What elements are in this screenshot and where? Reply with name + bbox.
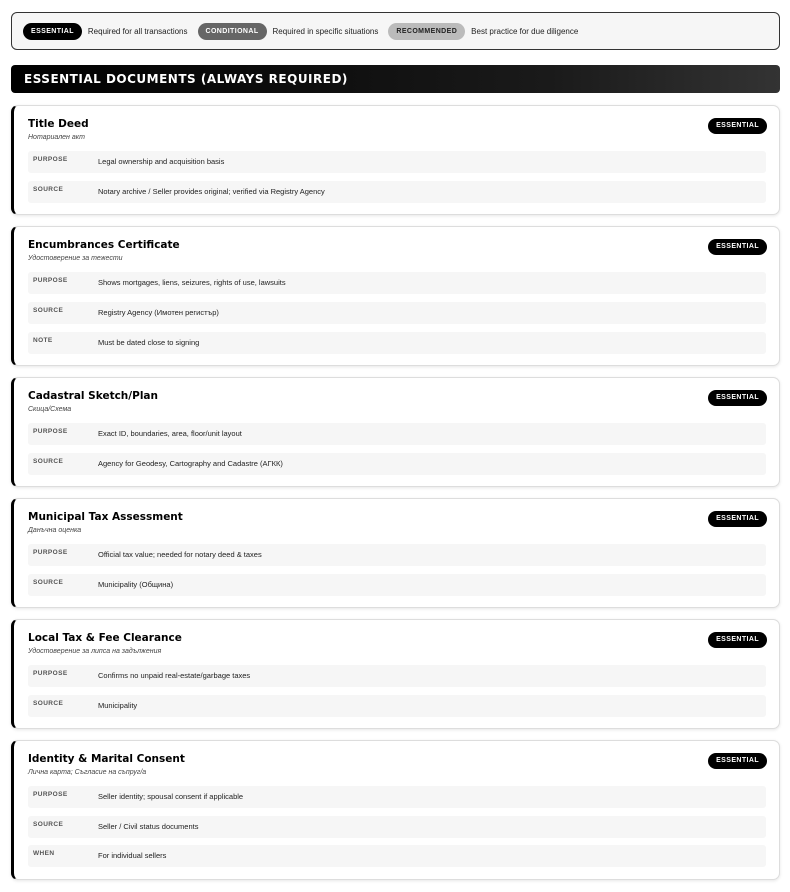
detail-label: NOTE: [33, 337, 53, 344]
legend-item-recommended: [388, 23, 578, 40]
detail-label: PURPOSE: [33, 791, 68, 798]
detail-row-source: [28, 302, 766, 324]
document-card-municipal-tax: [11, 498, 780, 608]
conditional-badge: CONDITIONAL: [198, 23, 267, 40]
detail-row-purpose: [28, 665, 766, 687]
document-subtitle: Нотариален акт: [28, 134, 85, 141]
detail-label: SOURCE: [33, 579, 64, 586]
detail-row-note: [28, 332, 766, 354]
document-subtitle: Скица/Схема: [28, 406, 72, 413]
detail-value: Must be dated close to signing: [98, 338, 200, 347]
detail-label: PURPOSE: [33, 549, 68, 556]
legend-recommended-text: Best practice for due diligence: [471, 26, 579, 36]
detail-value: Shows mortgages, liens, seizures, rights of use, lawsuits: [98, 278, 286, 287]
document-title: Encumbrances Certificate: [28, 239, 180, 251]
legend-item-essential: [23, 23, 188, 40]
legend-item-conditional: [198, 23, 379, 40]
detail-value: Confirms no unpaid real-estate/garbage taxes: [98, 671, 251, 680]
essential-badge: ESSENTIAL: [708, 632, 767, 648]
document-subtitle: Лична карта; Съгласие на съпруг/а: [28, 769, 147, 776]
detail-label: WHEN: [33, 850, 55, 857]
detail-value: Seller identity; spousal consent if applicable: [98, 792, 244, 801]
detail-value: Exact ID, boundaries, area, floor/unit layout: [98, 429, 242, 438]
essential-badge: ESSENTIAL: [708, 239, 767, 255]
section-header: [11, 65, 780, 93]
essential-badge: ESSENTIAL: [708, 390, 767, 406]
document-card-tax-clearance: [11, 619, 780, 729]
legend-essential-text: Required for all transactions: [87, 26, 188, 36]
essential-badge: ESSENTIAL: [708, 511, 767, 527]
document-subtitle: Удостоверение за липса на задължения: [28, 648, 162, 655]
document-subtitle: Данъчна оценка: [28, 527, 82, 534]
detail-label: SOURCE: [33, 458, 64, 465]
legend-conditional-text: Required in specific situations: [272, 26, 379, 36]
document-title: Title Deed: [28, 118, 89, 130]
document-card-encumbrances: [11, 226, 780, 366]
detail-value: Agency for Geodesy, Cartography and Cadastre (АГКК): [98, 459, 283, 468]
document-title: Local Tax & Fee Clearance: [28, 632, 182, 644]
section-title: ESSENTIAL DOCUMENTS (ALWAYS REQUIRED): [24, 72, 348, 86]
document-card-cadastral: [11, 377, 780, 487]
detail-row-source: [28, 574, 766, 596]
detail-row-source: [28, 816, 766, 838]
detail-label: PURPOSE: [33, 428, 68, 435]
detail-row-purpose: [28, 544, 766, 566]
detail-row-source: [28, 695, 766, 717]
detail-row-purpose: [28, 423, 766, 445]
document-title: Municipal Tax Assessment: [28, 511, 183, 523]
document-card-title-deed: [11, 105, 780, 215]
essential-badge: ESSENTIAL: [23, 23, 82, 40]
detail-value: Seller / Civil status documents: [98, 822, 199, 831]
detail-label: SOURCE: [33, 186, 64, 193]
recommended-badge: RECOMMENDED: [388, 23, 465, 40]
document-card-identity: [11, 740, 780, 880]
essential-badge: ESSENTIAL: [708, 118, 767, 134]
detail-label: PURPOSE: [33, 670, 68, 677]
detail-value: Municipality (Община): [98, 580, 174, 589]
detail-row-when: [28, 845, 766, 867]
detail-label: PURPOSE: [33, 277, 68, 284]
detail-value: For individual sellers: [98, 851, 167, 860]
legend-bar: [11, 12, 780, 50]
detail-label: SOURCE: [33, 821, 64, 828]
detail-value: Official tax value; needed for notary deed & taxes: [98, 550, 262, 559]
detail-value: Municipality: [98, 701, 138, 710]
detail-label: PURPOSE: [33, 156, 68, 163]
detail-value: Registry Agency (Имотен регистър): [98, 308, 219, 317]
document-subtitle: Удостоверение за тежести: [28, 255, 123, 262]
detail-row-purpose: [28, 786, 766, 808]
detail-row-purpose: [28, 272, 766, 294]
detail-row-purpose: [28, 151, 766, 173]
detail-label: SOURCE: [33, 307, 64, 314]
document-title: Identity & Marital Consent: [28, 753, 185, 765]
essential-badge: ESSENTIAL: [708, 753, 767, 769]
detail-label: SOURCE: [33, 700, 64, 707]
detail-row-source: [28, 181, 766, 203]
detail-value: Notary archive / Seller provides original; verified via Registry Agency: [98, 187, 325, 196]
document-title: Cadastral Sketch/Plan: [28, 390, 158, 402]
detail-row-source: [28, 453, 766, 475]
detail-value: Legal ownership and acquisition basis: [98, 157, 225, 166]
